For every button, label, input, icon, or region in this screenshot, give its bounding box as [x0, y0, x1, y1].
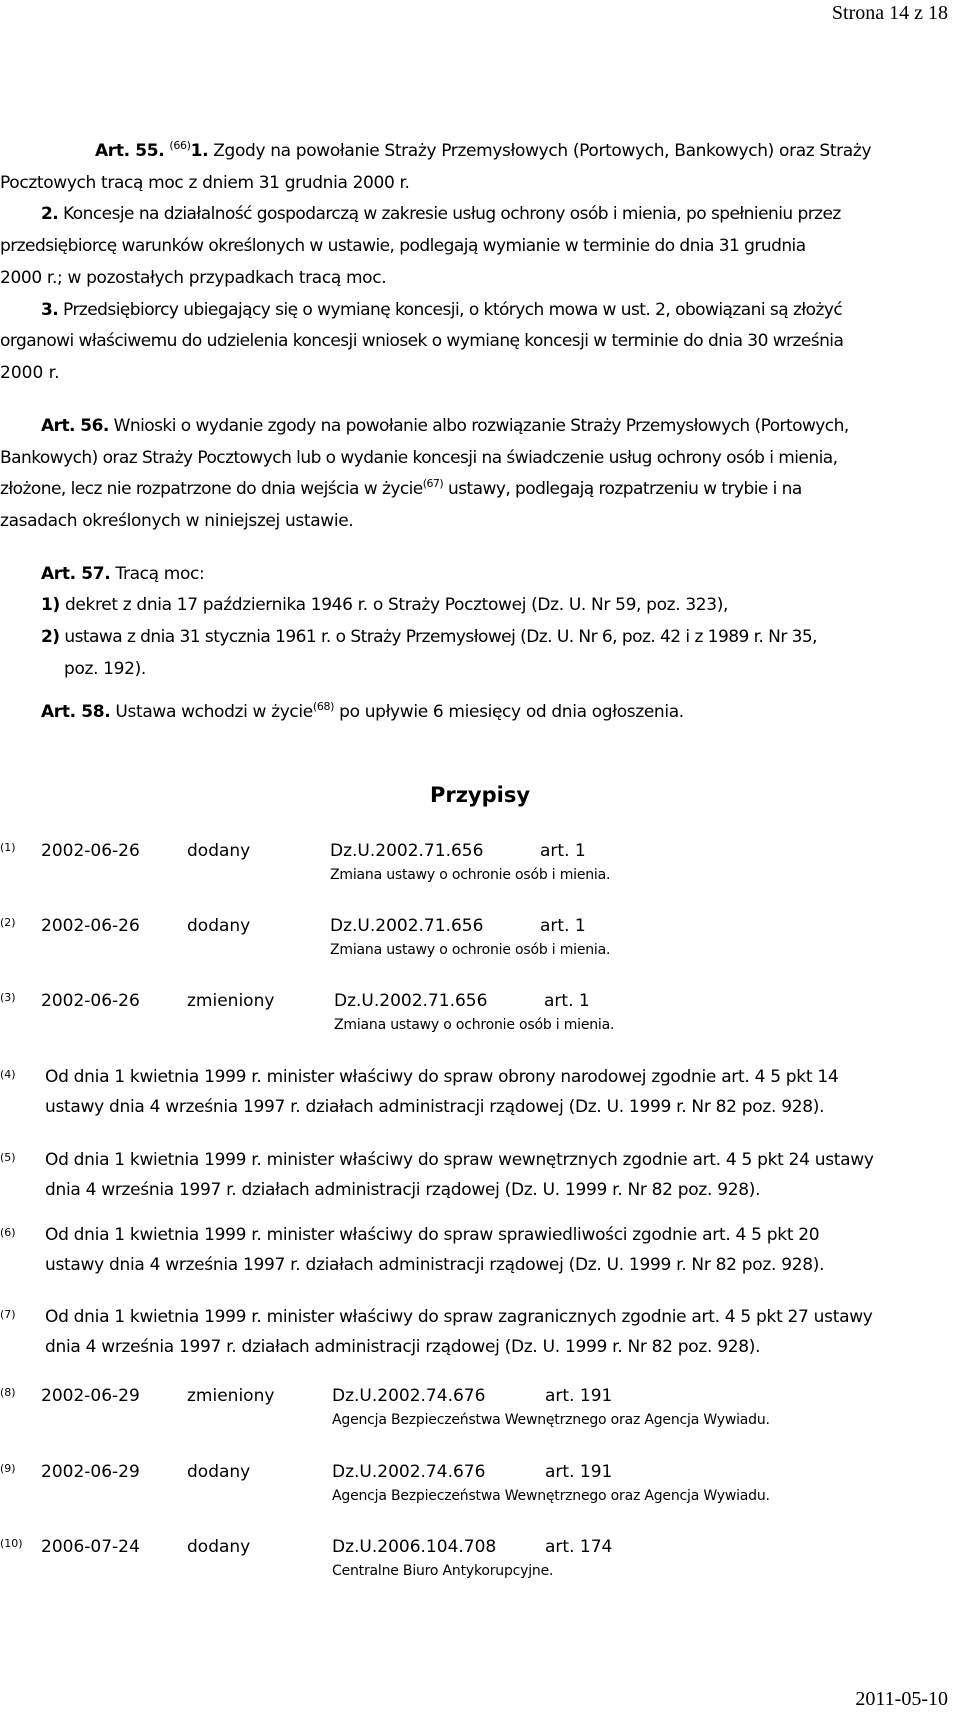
footnote-date: 2006-07-24: [41, 1537, 140, 1557]
art57-item-2-text: ustawa z dnia 31 stycznia 1961 r. o Straży Przemysłowej (Dz. U. Nr 6, poz. 42 i z 1989 r. Nr 35,: [59, 627, 818, 647]
footnote-action: zmieniony: [187, 991, 275, 1011]
art56-text-c2: ustawy, podlegają rozpatrzeniu w trybie i na: [443, 479, 802, 499]
art57-item-2: [41, 627, 817, 647]
footnote-article: art. 191: [545, 1462, 613, 1482]
art57-label: Art. 57.: [41, 564, 111, 584]
footnote-date: 2002-06-26: [41, 916, 140, 936]
art56-text-d: zasadach określonych w niniejszej ustawie.: [0, 511, 354, 531]
art55-p1-text-b: Pocztowych tracą moc z dniem 31 grudnia 2000 r.: [0, 173, 410, 193]
footnote-article: art. 1: [540, 841, 586, 861]
art56-text-b: Bankowych) oraz Straży Pocztowych lub o wydanie koncesji na świadczenie usług ochrony osób i mienia,: [0, 448, 838, 468]
footnote-source: Dz.U.2002.71.656: [330, 841, 484, 861]
footnote-source: Dz.U.2002.71.656: [334, 991, 488, 1011]
footnote-date: 2002-06-26: [41, 841, 140, 861]
art55-p1-text-a: Zgody na powołanie Straży Przemysłowych (Portowych, Bankowych) oraz Straży: [208, 141, 872, 161]
footnote-source: Dz.U.2002.74.676: [332, 1386, 486, 1406]
art57-item-2-cont: [64, 659, 146, 679]
footnote-note: Centralne Biuro Antykorupcyjne.: [332, 1563, 554, 1579]
footnote-mark: (1): [0, 841, 16, 854]
art57-item-1-text: dekret z dnia 17 października 1946 r. o Straży Pocztowej (Dz. U. Nr 59, poz. 323),: [59, 595, 729, 615]
footnote-action: dodany: [187, 916, 251, 936]
footnote-mark: (3): [0, 991, 16, 1004]
footnote-mark: (6): [0, 1226, 16, 1239]
footnote-article: art. 191: [545, 1386, 613, 1406]
art56-line-1: [41, 416, 849, 436]
footnote-mark: (8): [0, 1386, 16, 1399]
page-number: Strona 14 z 18: [831, 2, 948, 24]
art55-p3-text-c: 2000 r.: [0, 363, 60, 383]
art57-item-1: [41, 595, 728, 615]
footnote-article: art. 174: [545, 1537, 613, 1557]
footnote-date: 2002-06-26: [41, 991, 140, 1011]
footnote-note-line-2: dnia 4 września 1997 r. działach administracji rządowej (Dz. U. 1999 r. Nr 82 poz. 928).: [45, 1337, 761, 1357]
art56-line-4: [0, 511, 353, 531]
art56-label: Art. 56.: [41, 416, 109, 436]
footnote-action: dodany: [187, 1462, 251, 1482]
footnote-mark: (7): [0, 1308, 16, 1321]
footnote-date: 2002-06-29: [41, 1462, 140, 1482]
footnote-ref-68: (68): [312, 700, 335, 713]
footnote-note-line-1: Od dnia 1 kwietnia 1999 r. minister właściwy do spraw obrony narodowej zgodnie art. 4 5 pkt 14: [45, 1067, 839, 1087]
art55-line-3: [41, 204, 841, 224]
footnote-note-line-1: Od dnia 1 kwietnia 1999 r. minister właściwy do spraw sprawiedliwości zgodnie art. 4 5 pkt 20: [45, 1225, 820, 1245]
art55-line-4: [0, 236, 806, 256]
footnote-note: Zmiana ustawy o ochronie osób i mienia.: [334, 1017, 615, 1033]
footnote-note-line-2: dnia 4 września 1997 r. działach administracji rządowej (Dz. U. 1999 r. Nr 82 poz. 928).: [45, 1180, 761, 1200]
art56-text-a: Wnioski o wydanie zgody na powołanie albo rozwiązanie Straży Przemysłowych (Portowych,: [108, 416, 849, 436]
footnote-note: Agencja Bezpieczeństwa Wewnętrznego oraz Agencja Wywiadu.: [332, 1412, 770, 1428]
art56-line-2: [0, 448, 837, 468]
art57-item-2-num: 2): [41, 627, 60, 647]
footnote-article: art. 1: [544, 991, 590, 1011]
art55-p2-num: 2.: [41, 204, 59, 224]
art58-label: Art. 58.: [41, 702, 111, 722]
footnote-action: dodany: [187, 841, 251, 861]
art55-p2-text-b: przedsiębiorcę warunków określonych w ustawie, podlegają wymianie w terminie do dnia 31 grudnia: [0, 236, 806, 256]
footnote-action: zmieniony: [187, 1386, 275, 1406]
art55-p3-num: 3.: [41, 300, 59, 320]
footnote-source: Dz.U.2002.71.656: [330, 916, 484, 936]
art57-item-2-cont-text: poz. 192).: [64, 659, 146, 679]
footnote-mark: (4): [0, 1068, 16, 1081]
art57-text: Tracą moc:: [110, 564, 205, 584]
art56-line-3: [0, 479, 802, 499]
footnote-ref-66: (66): [169, 139, 191, 152]
art55-p2-text-c: 2000 r.; w pozostałych przypadkach tracą moc.: [0, 268, 387, 288]
footer-date: 2011-05-10: [855, 1688, 948, 1710]
art55-line-7: [0, 331, 843, 351]
art55-p2-text-a: Koncesje na działalność gospodarczą w zakresie usług ochrony osób i mienia, po spełnieniu przez: [58, 204, 841, 224]
footnote-action: dodany: [187, 1537, 251, 1557]
art56-text-c1: złożone, lecz nie rozpatrzone do dnia wejścia w życie: [0, 479, 423, 499]
art58-text-a: Ustawa wchodzi w życie: [110, 702, 313, 722]
art55-p3-text-b: organowi właściwemu do udzielenia koncesji wniosek o wymianę koncesji w terminie do dnia 30 września: [0, 331, 844, 351]
art55-line-1: [95, 141, 871, 161]
footnote-note-line-2: ustawy dnia 4 września 1997 r. działach administracji rządowej (Dz. U. 1999 r. Nr 82 poz. 928).: [45, 1255, 825, 1275]
footnote-mark: (9): [0, 1462, 16, 1475]
footnote-note-line-2: ustawy dnia 4 września 1997 r. działach administracji rządowej (Dz. U. 1999 r. Nr 82 poz. 928).: [45, 1097, 825, 1117]
footnote-note: Zmiana ustawy o ochronie osób i mienia.: [330, 942, 611, 958]
footnote-source: Dz.U.2006.104.708: [332, 1537, 497, 1557]
art58-text-b: po upływie 6 miesięcy od dnia ogłoszenia.: [334, 702, 684, 722]
art55-line-8: [0, 363, 60, 383]
art55-label: Art. 55.: [95, 141, 165, 161]
art57-line-1: [41, 564, 204, 584]
art55-p3-text-a: Przedsiębiorcy ubiegający się o wymianę koncesji, o których mowa w ust. 2, obowiązani są złożyć: [58, 300, 843, 320]
art57-item-1-num: 1): [41, 595, 60, 615]
footnote-mark: (10): [0, 1537, 23, 1550]
footnote-mark: (2): [0, 916, 16, 929]
footnote-article: art. 1: [540, 916, 586, 936]
footnote-ref-67: (67): [422, 477, 444, 490]
footnote-note: Agencja Bezpieczeństwa Wewnętrznego oraz Agencja Wywiadu.: [332, 1488, 770, 1504]
footnotes-title: Przypisy: [429, 783, 531, 807]
art58-line-1: [41, 702, 684, 722]
art55-line-6: [41, 300, 842, 320]
footnote-note: Zmiana ustawy o ochronie osób i mienia.: [330, 867, 611, 883]
art55-line-2: [0, 173, 410, 193]
footnote-note-line-1: Od dnia 1 kwietnia 1999 r. minister właściwy do spraw zagranicznych zgodnie art. 4 5 pkt 27 ustawy: [45, 1307, 873, 1327]
footnote-date: 2002-06-29: [41, 1386, 140, 1406]
footnote-note-line-1: Od dnia 1 kwietnia 1999 r. minister właściwy do spraw wewnętrznych zgodnie art. 4 5 pkt 24 ustawy: [45, 1150, 874, 1170]
art55-line-5: [0, 268, 386, 288]
footnote-source: Dz.U.2002.74.676: [332, 1462, 486, 1482]
art55-p1-num: 1.: [190, 141, 209, 161]
footnote-mark: (5): [0, 1151, 16, 1164]
